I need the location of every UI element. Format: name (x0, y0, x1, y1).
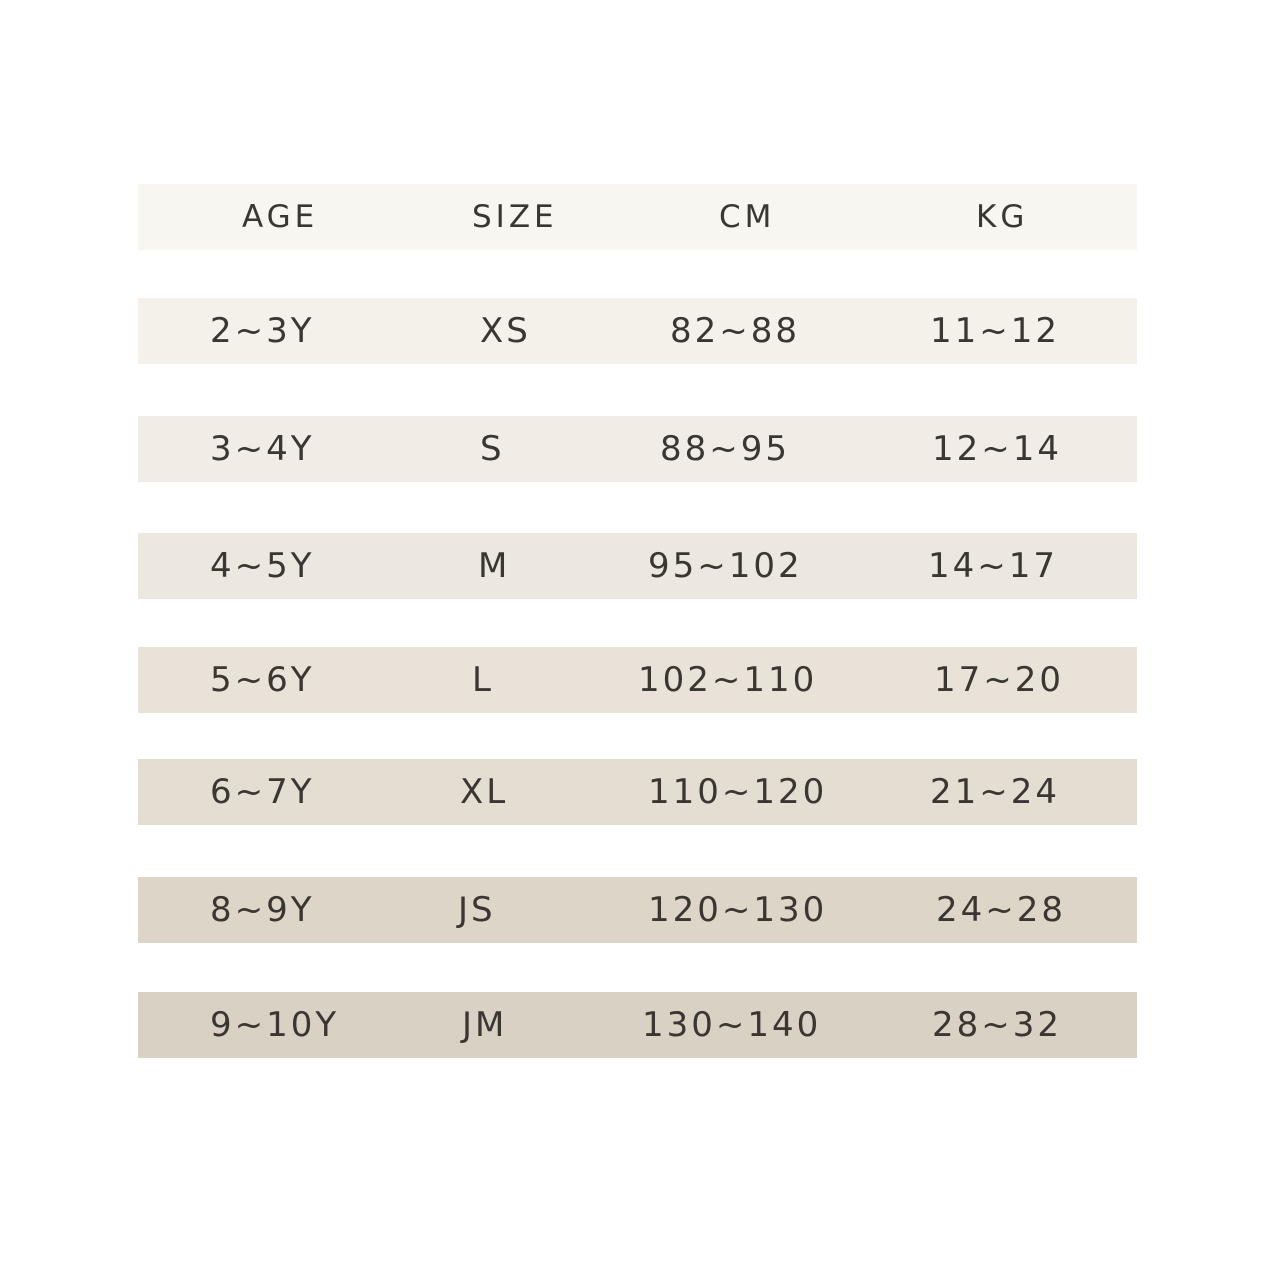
cm-cell: 110~120 (648, 772, 828, 812)
cm-cell: 102~110 (638, 660, 818, 700)
size-cell: M (478, 546, 511, 586)
table-row (138, 298, 1137, 364)
size-cell: JS (458, 890, 496, 930)
cm-cell: 120~130 (648, 890, 828, 930)
cm-cell: 130~140 (642, 1005, 822, 1045)
kg-cell: 14~17 (928, 546, 1059, 586)
kg-cell: 24~28 (936, 890, 1067, 930)
age-cell: 4~5Y (210, 546, 315, 586)
table-row (138, 759, 1137, 825)
size-cell: JM (462, 1005, 508, 1045)
cm-cell: 88~95 (660, 429, 791, 469)
size-cell: XS (480, 311, 531, 351)
header-cm: CM (719, 199, 776, 235)
header-size: SIZE (472, 199, 558, 235)
size-cell: L (472, 660, 494, 700)
kg-cell: 12~14 (932, 429, 1063, 469)
age-cell: 6~7Y (210, 772, 315, 812)
kg-cell: 11~12 (930, 311, 1061, 351)
header-kg: KG (976, 199, 1029, 235)
age-cell: 8~9Y (210, 890, 315, 930)
header-age: AGE (242, 199, 319, 235)
size-cell: XL (460, 772, 509, 812)
table-header-row (138, 184, 1137, 250)
table-row (138, 533, 1137, 599)
age-cell: 3~4Y (210, 429, 315, 469)
table-row (138, 647, 1137, 713)
age-cell: 9~10Y (210, 1005, 340, 1045)
kg-cell: 28~32 (932, 1005, 1063, 1045)
table-row (138, 416, 1137, 482)
table-row (138, 877, 1137, 943)
age-cell: 2~3Y (210, 311, 315, 351)
table-row (138, 992, 1137, 1058)
age-cell: 5~6Y (210, 660, 315, 700)
kg-cell: 17~20 (934, 660, 1065, 700)
kg-cell: 21~24 (930, 772, 1061, 812)
size-cell: S (480, 429, 505, 469)
cm-cell: 95~102 (648, 546, 803, 586)
cm-cell: 82~88 (670, 311, 801, 351)
